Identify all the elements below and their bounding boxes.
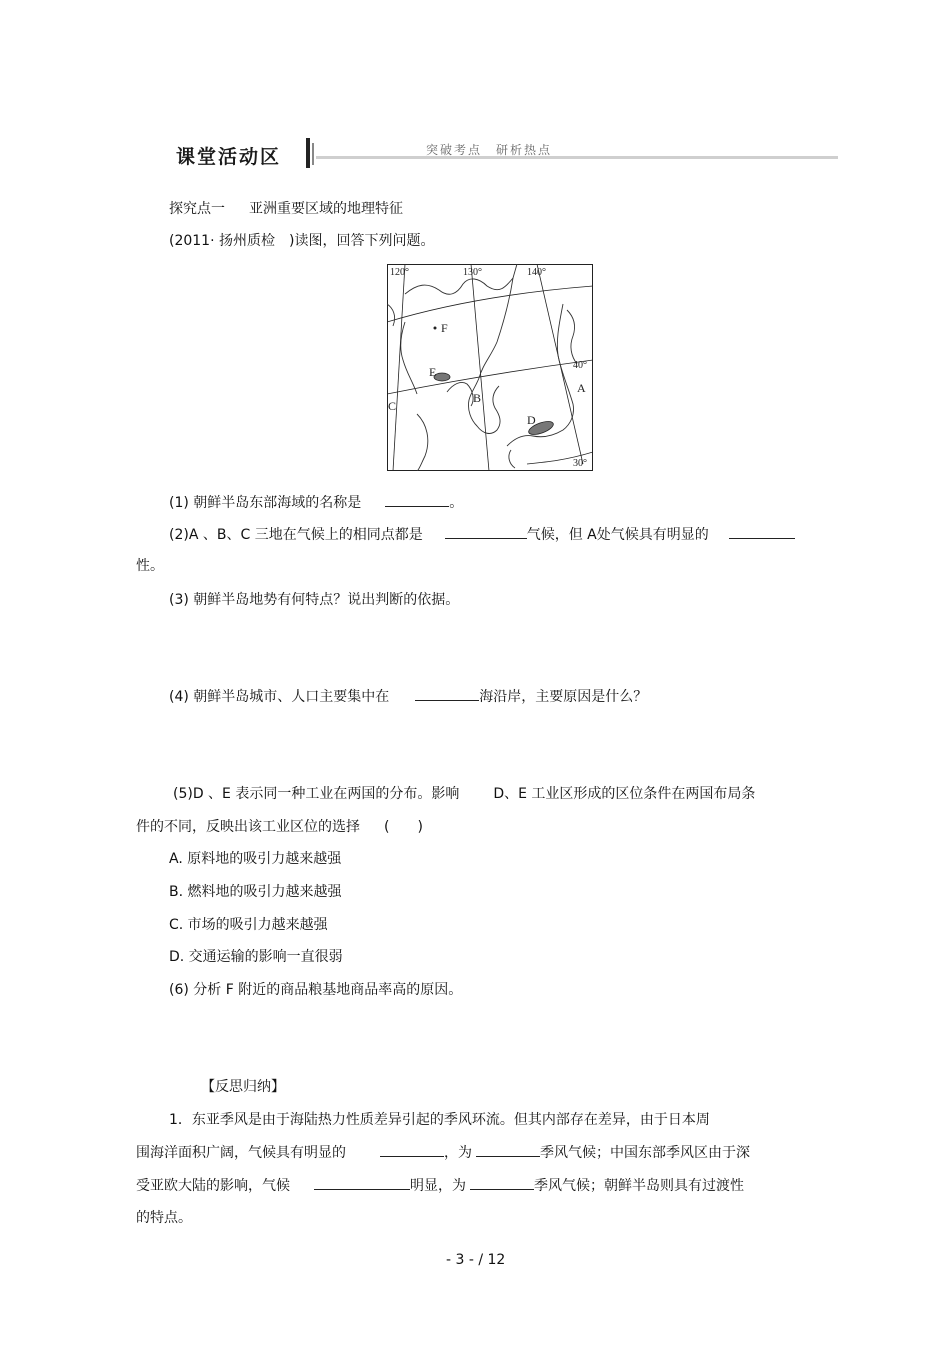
map-point-label: F (441, 321, 448, 335)
answer-blank[interactable] (380, 1142, 444, 1157)
reflection-heading: 【反思归纳】 (201, 1079, 285, 1095)
question-4-suffix: 海沿岸，主要原因是什么？ (479, 689, 648, 705)
question-5 (173, 784, 755, 804)
intro-text: 读图，回答下列问题。 (294, 233, 435, 249)
probe-heading (169, 199, 403, 219)
question-1-text: (1) 朝鲜半岛东部海域的名称是 (169, 495, 362, 511)
map-point-label: D (527, 413, 536, 427)
reflection-text: 季风气候；朝鲜半岛则具有过渡性 (534, 1178, 744, 1194)
question-3: (3) 朝鲜半岛地势有何特点？说出判断的依据。 (169, 592, 460, 608)
question-source: (2011· 扬州质检 ) (169, 233, 295, 249)
reflection-line-1: 1．东亚季风是由于海陆热力性质差异引起的季风环流。但其内部存在差异，由于日本周 (169, 1112, 710, 1128)
reflection-text: 明显，为 (410, 1178, 466, 1194)
option-b[interactable]: B. 燃料地的吸引力越来越强 (169, 884, 342, 900)
map-point-label: B (473, 391, 482, 405)
map-point-label: E (429, 365, 437, 379)
header-divider-bar (306, 138, 310, 168)
question-2 (169, 524, 795, 545)
answer-blank[interactable] (470, 1175, 534, 1190)
header-rule (316, 156, 838, 159)
option-c[interactable]: C. 市场的吸引力越来越强 (169, 917, 328, 933)
page-number: - 3 - / 12 (446, 1252, 506, 1268)
answer-blank[interactable] (314, 1175, 410, 1190)
question-2-text-b: 气候，但 A处气候具有明显的 (526, 527, 709, 543)
answer-blank[interactable] (445, 524, 527, 539)
question-5-line2 (136, 817, 423, 837)
question-4-text: (4) 朝鲜半岛城市、人口主要集中在 (169, 689, 390, 705)
answer-blank[interactable] (385, 492, 449, 507)
question-2-continued: 性。 (136, 558, 164, 574)
question-6: (6) 分析 F 附近的商品粮基地商品率高的原因。 (169, 982, 463, 998)
question-5-text: (5)D 、E 表示同一种工业在两国的分布。影响 (173, 786, 460, 802)
question-1-suffix: 。 (449, 495, 464, 511)
reflection-text: 受亚欧大陆的影响，气候 (136, 1178, 290, 1194)
map-figure (387, 264, 593, 471)
option-d[interactable]: D. 交通运输的影响一直很弱 (169, 949, 343, 965)
map-lon-label: 140° (527, 267, 546, 278)
question-intro (169, 231, 434, 251)
answer-blank[interactable] (729, 524, 795, 539)
section-subtitle: 突破考点 研析热点 (426, 143, 553, 157)
reflection-text: ，为 (444, 1145, 472, 1161)
reflection-text: 季风气候；中国东部季风区由于深 (540, 1145, 750, 1161)
map-lon-label: 130° (463, 267, 482, 278)
probe-label: 探究点一 (169, 201, 225, 217)
map-lon-label: 120° (390, 267, 409, 278)
map-lat-label: 40° (573, 360, 587, 371)
map-lat-label: 30° (573, 458, 587, 469)
option-a[interactable]: A. 原料地的吸引力越来越强 (169, 851, 342, 867)
question-5-text-c: 件的不同，反映出该工业区位的选择 (136, 819, 360, 835)
header-divider-bar-thin (312, 143, 314, 165)
question-2-text: (2)A 、B、C 三地在气候上的相同点都是 (169, 527, 423, 543)
section-title: 课堂活动区 (176, 146, 282, 168)
map-point-label: C (388, 399, 397, 413)
reflection-line-3 (136, 1175, 744, 1196)
map-point-label: A (577, 381, 586, 395)
answer-parentheses[interactable]: ( ) (384, 819, 423, 835)
question-5-text-b: D、E 工业区形成的区位条件在两国布局条 (493, 786, 756, 802)
answer-blank[interactable] (415, 686, 479, 701)
reflection-line-2 (136, 1142, 750, 1163)
question-4 (169, 686, 647, 707)
reflection-text: 围海洋面积广阔，气候具有明显的 (136, 1145, 346, 1161)
answer-blank[interactable] (476, 1142, 540, 1157)
probe-title: 亚洲重要区域的地理特征 (249, 201, 403, 217)
reflection-line-4: 的特点。 (136, 1210, 192, 1226)
question-1 (169, 492, 463, 513)
